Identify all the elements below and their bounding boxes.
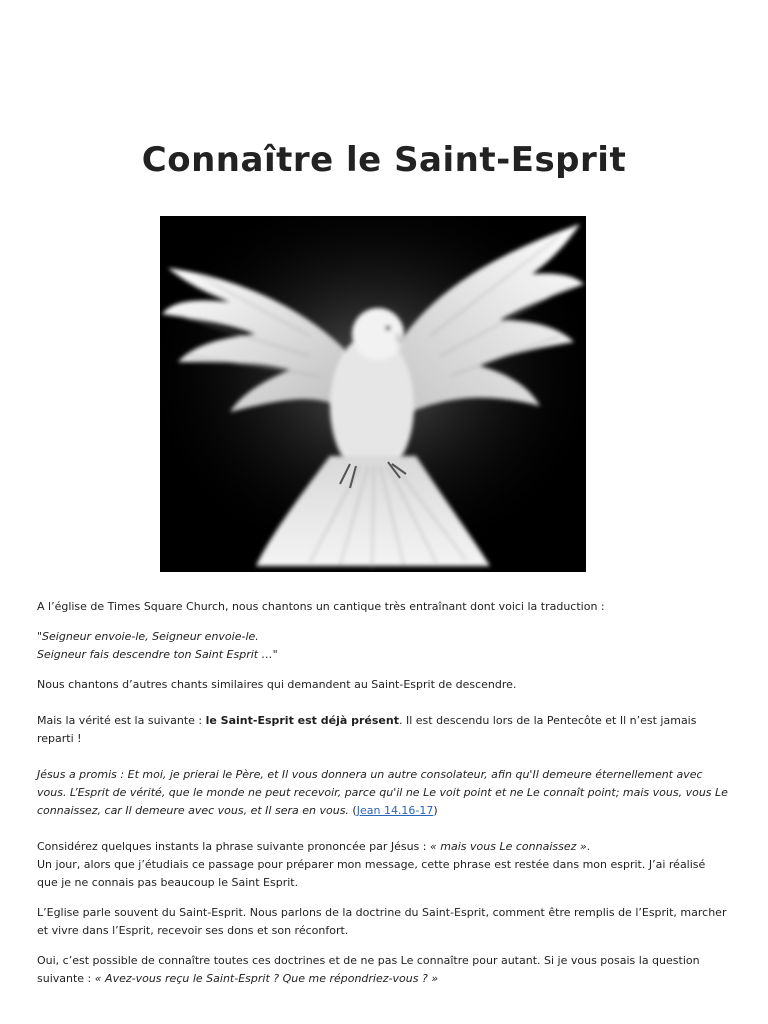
ref-open: ( <box>348 804 357 817</box>
paragraph-question <box>37 952 729 988</box>
question-text: Oui, c’est possible de connaître toutes ces doctrines et de ne pas Le connaître pour autant. Si je vous posais la question suivante : <box>37 954 700 985</box>
question-quote: « Avez-vous reçu le Saint-Esprit ? Que me répondriez-vous ? » <box>94 972 439 985</box>
paragraph-truth <box>37 712 729 748</box>
consider-text: Considérez quelques instants la phrase suivante prononcée par Jésus : <box>37 840 430 853</box>
scripture-link[interactable]: Jean 14.16-17 <box>356 804 434 817</box>
consider-end: . <box>586 840 591 853</box>
truth-bold: le Saint-Esprit est déjà présent <box>205 714 399 727</box>
promise-quote: Jésus a promis : Et moi, je prierai le Père, et Il vous donnera un autre consolateur, afin qu'Il demeure éternellement avec vous. L’Esprit de vérité, que le monde ne peut recevoir, parce qu'il ne Le voit point et ne Le connaît point; mais vous, vous Le connaissez, car Il demeure avec vous, et Il sera en vous. <box>37 768 728 817</box>
song-line-1: "Seigneur envoie-le, Seigneur envoie-le. <box>37 630 259 643</box>
song-line-2: Seigneur fais descendre ton Saint Esprit …" <box>37 648 278 661</box>
paragraph-consider <box>37 838 729 892</box>
consider-line-2: Un jour, alors que j’étudiais ce passage pour préparer mon message, cette phrase est restée dans mon esprit. J’ai réalisé que je ne connais pas beaucoup le Saint Esprit. <box>37 858 706 889</box>
ref-close: ) <box>433 804 438 817</box>
page-title: Connaître le Saint-Esprit <box>141 140 627 180</box>
paragraph-church: L’Eglise parle souvent du Saint-Esprit. Nous parlons de la doctrine du Saint-Esprit, comment être remplis de l’Esprit, marcher et vivre dans l’Esprit, recevoir ses dons et son réconfort. <box>37 906 727 937</box>
truth-text-before: Mais la vérité est la suivante : <box>37 714 206 727</box>
dove-image <box>160 216 586 572</box>
paragraph-intro: A l’église de Times Square Church, nous chantons un cantique très entraînant dont voici la traduction : <box>37 600 605 613</box>
dove-icon <box>160 216 586 572</box>
song-lyrics <box>37 628 729 664</box>
truth-text-after: . Il est descendu lors de la Pentecôte et Il n’est jamais reparti ! <box>37 714 697 745</box>
paragraph-promise <box>37 766 729 820</box>
paragraph-similar-songs: Nous chantons d’autres chants similaires qui demandent au Saint-Esprit de descendre. <box>37 678 517 691</box>
consider-quote: « mais vous Le connaissez » <box>430 840 587 853</box>
article-body <box>37 598 729 1000</box>
